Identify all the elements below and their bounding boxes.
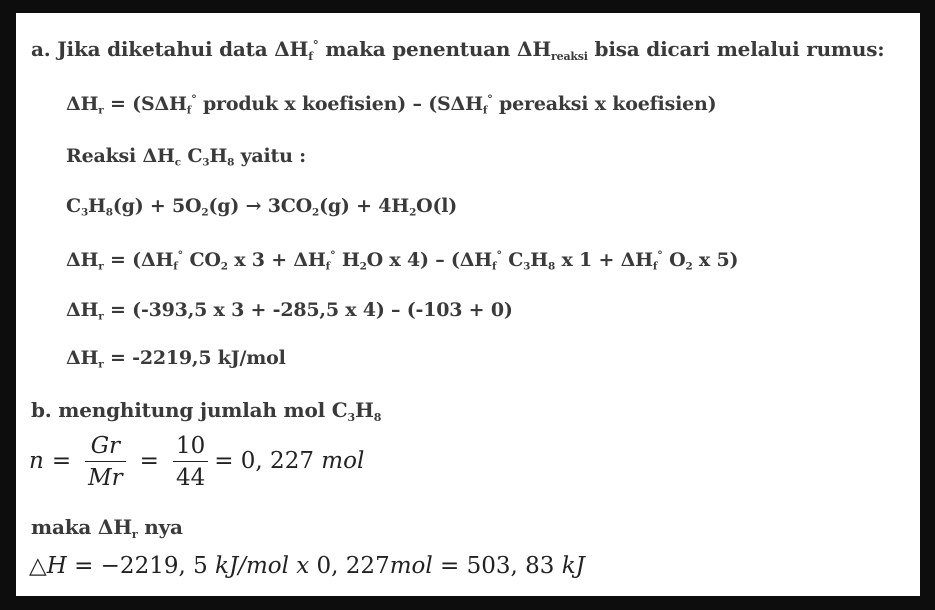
- degree-sign: °: [191, 92, 197, 107]
- sub-reaksi: reaksi: [551, 49, 588, 63]
- reaksi-text: H: [209, 145, 228, 167]
- sub-2: 2: [201, 206, 209, 219]
- intro-lead: a. Jika diketahui data: [31, 37, 275, 61]
- sub-2: 2: [220, 260, 228, 273]
- maka-line: [31, 515, 183, 539]
- calc-part: O: [662, 249, 686, 271]
- sub-f: f: [186, 104, 192, 117]
- calc-part: x 1 + ΔH: [555, 249, 653, 271]
- calc-line-3: [66, 347, 286, 369]
- eq-part: H: [88, 195, 106, 217]
- maka-text: maka ΔH: [31, 515, 132, 539]
- degree-sign: °: [177, 248, 184, 263]
- calc-line-2: [66, 299, 513, 321]
- formula-part: pereaksi x koefisien): [492, 93, 717, 115]
- mole-result: = 0, 227: [214, 448, 322, 474]
- calc-part: = (ΔH: [103, 249, 174, 271]
- eq-part: C: [66, 195, 81, 217]
- final-part: 0, 227: [309, 553, 390, 579]
- eq-part: O(l): [416, 195, 458, 217]
- intro-mid: maka penentuan: [318, 37, 518, 61]
- sub-2: 2: [359, 260, 367, 273]
- denominator-mr: Mr: [88, 465, 123, 491]
- var-h: H: [46, 553, 67, 579]
- intro-tail: bisa dicari melalui rumus:: [587, 37, 885, 61]
- denominator-44: 44: [175, 465, 206, 491]
- sub-8: 8: [227, 156, 235, 169]
- sub-r: r: [131, 527, 138, 541]
- sub-f: f: [492, 260, 497, 273]
- eq-part: (g) + 4H: [319, 195, 410, 217]
- delta-h: ΔH: [274, 37, 309, 61]
- reaksi-label: [66, 145, 306, 167]
- unit-mol: mol: [389, 553, 433, 579]
- part-b-heading: [31, 398, 381, 422]
- sub-r: r: [98, 104, 104, 117]
- sub-2: 2: [312, 206, 320, 219]
- degree-sign: °: [487, 92, 493, 107]
- reaction-equation: [66, 195, 457, 217]
- unit-mol: mol: [321, 448, 365, 474]
- reaksi-text: yaitu :: [234, 145, 306, 167]
- degree-sign: °: [657, 248, 663, 263]
- degree-sign: °: [496, 248, 502, 263]
- delta-h: ΔH: [66, 249, 99, 271]
- numerator-10: 10: [173, 433, 208, 462]
- fraction-10-44: [173, 433, 208, 491]
- sub-3: 3: [523, 260, 531, 273]
- sub-r: r: [98, 358, 104, 371]
- document-page: [16, 13, 920, 596]
- final-equation: [29, 553, 585, 579]
- degree-sign: °: [329, 248, 336, 263]
- sub-f: f: [325, 260, 330, 273]
- mole-equation: [29, 433, 364, 491]
- final-part: = 503, 83: [432, 553, 562, 579]
- sub-8: 8: [373, 410, 382, 424]
- delta-h-reaksi: ΔH: [517, 37, 552, 61]
- sub-f: f: [173, 260, 178, 273]
- calc-part: C: [501, 249, 524, 271]
- heading-text: b. menghitung jumlah mol C: [31, 398, 348, 422]
- calc-part: O x 4) – (ΔH: [366, 249, 493, 271]
- formula-part: produk x koefisien) – (SΔH: [196, 93, 483, 115]
- reaksi-text: Reaksi ΔH: [66, 145, 175, 167]
- part-a-intro: [31, 37, 884, 61]
- degree-sign: °: [312, 37, 319, 52]
- sub-f: f: [482, 104, 488, 117]
- reaksi-text: C: [180, 145, 203, 167]
- sub-f: f: [308, 49, 313, 63]
- fraction-gr-mr: [85, 433, 126, 491]
- sub-2: 2: [409, 206, 417, 219]
- eq-part: (g) → 3CO: [208, 195, 312, 217]
- calc-part: = -2219,5 kJ/mol: [103, 347, 286, 369]
- calc-part: x 5): [692, 249, 739, 271]
- delta-h: ΔH: [66, 93, 99, 115]
- delta-h: ΔH: [66, 347, 99, 369]
- var-n: n: [29, 448, 44, 474]
- calc-part: H: [335, 249, 360, 271]
- numerator-gr: Gr: [85, 433, 126, 462]
- calc-part: CO: [183, 249, 221, 271]
- sub-r: r: [98, 260, 104, 273]
- sub-r: r: [98, 310, 104, 323]
- formula-part: = (SΔH: [103, 93, 187, 115]
- eq-part: (g) + 5O: [112, 195, 202, 217]
- delta-h: ΔH: [66, 299, 99, 321]
- final-part: = −2219, 5: [66, 553, 216, 579]
- triangle-delta: △: [29, 553, 47, 579]
- sub-8: 8: [105, 206, 113, 219]
- equals-sign: =: [51, 448, 72, 474]
- sub-c: c: [174, 156, 181, 169]
- calc-line-1: [66, 249, 738, 271]
- sub-f: f: [652, 260, 658, 273]
- unit-kj: kJ: [561, 553, 585, 579]
- formula-line: [66, 93, 716, 115]
- calc-part: H: [530, 249, 548, 271]
- maka-text: nya: [137, 515, 183, 539]
- unit-kj-mol: kJ/mol x: [215, 553, 310, 579]
- sub-3: 3: [347, 410, 355, 424]
- equals-sign: =: [139, 448, 159, 474]
- calc-part: = (-393,5 x 3 + -285,5 x 4) – (-103 + 0): [103, 299, 513, 321]
- sub-8: 8: [547, 260, 556, 273]
- sub-2: 2: [685, 260, 693, 273]
- calc-part: x 3 + ΔH: [227, 249, 326, 271]
- heading-text: H: [354, 398, 374, 422]
- sub-3: 3: [80, 206, 88, 219]
- sub-3: 3: [202, 156, 210, 169]
